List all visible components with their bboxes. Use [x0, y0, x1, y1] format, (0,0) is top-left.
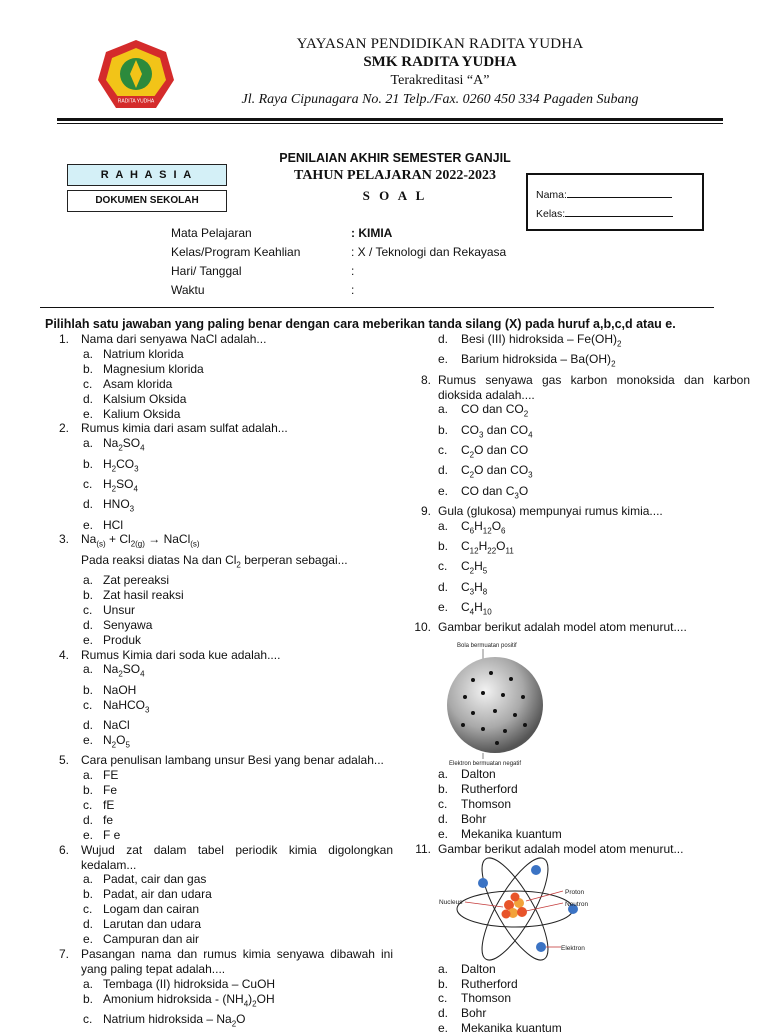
option-11a[interactable]: a. Dalton [438, 961, 496, 976]
option-7c[interactable]: c. Natrium hidroksida – $Na_2O$ [83, 1011, 246, 1029]
option-9e[interactable]: e. $C_4H_{10}$ [438, 599, 492, 617]
questions-right-column [413, 332, 750, 1036]
option-6d[interactable]: d. Larutan dan udara [83, 917, 202, 932]
option-6b[interactable]: b. Padat, air dan udara [83, 887, 212, 902]
option-7d[interactable]: d. Besi (III) hidroksida – $Fe(OH)_2$ [438, 332, 622, 349]
info-value-date: : [351, 264, 355, 278]
option-8e[interactable]: e. CO dan $C_3O$ [438, 483, 529, 500]
option-7b[interactable]: b. Amonium hidroksida - $(NH_4)_2OH$ [83, 991, 275, 1009]
question-6: 6. Wujud zat dalam tabel periodik kimia digolongkan kedalam... [58, 842, 393, 872]
option-3b[interactable]: b. Zat hasil reaksi [83, 587, 184, 602]
option-4e[interactable]: e. $N_2O_5$ [83, 732, 130, 750]
fig10-top-label: Bola bermuatan positif [457, 643, 517, 650]
option-2d[interactable]: d. $HNO_3$ [83, 497, 135, 514]
option-6c[interactable]: c. Logam dan cairan [83, 902, 200, 917]
option-3e[interactable]: e. Produk [83, 632, 142, 647]
question-10: 10. Gambar berikut adalah model atom menurut.... [414, 620, 687, 635]
school-document-label: DOKUMEN SEKOLAH [67, 190, 227, 212]
option-2a[interactable]: a. $Na_2SO_4$ [83, 436, 145, 453]
accreditation-line: Terakreditasi “A” [390, 73, 490, 88]
option-1c[interactable]: c. Asam klorida [83, 376, 173, 391]
option-11b[interactable]: b. Rutherford [438, 976, 518, 991]
option-11e[interactable]: e. Mekanika kuantum [438, 1021, 562, 1036]
option-2e[interactable]: e. HCl [83, 517, 123, 532]
rutherford-atom-image [413, 857, 750, 962]
question-5: 5. Cara penulisan lambang unsur Besi yang benar adalah... [58, 753, 384, 768]
option-10d[interactable]: d. Bohr [438, 811, 487, 826]
class-label: Kelas: [536, 208, 566, 220]
option-11c[interactable]: c. Thomson [438, 991, 512, 1006]
svg-text:RADITA YUDHA: RADITA YUDHA [117, 98, 155, 105]
question-7: 7. Pasangan nama dan rumus kimia senyawa dibawah ini yang paling tepat adalah.... [58, 946, 393, 976]
option-1e[interactable]: e. Kalium Oksida [83, 406, 181, 421]
option-5c[interactable]: c. fE [83, 797, 115, 812]
question-4: 4. Rumus Kimia dari soda kue adalah.... [58, 647, 281, 662]
info-divider [40, 307, 714, 308]
question-8: 8. Rumus senyawa gas karbon monoksida dan karbon dioksida adalah.... [420, 372, 750, 402]
header-divider-thin [57, 123, 723, 124]
option-1d[interactable]: d. Kalsium Oksida [83, 391, 187, 406]
class-row [536, 207, 673, 220]
option-9a[interactable]: a. $C_6H_{12}O_6$ [438, 518, 506, 536]
class-line[interactable] [565, 207, 673, 217]
name-line[interactable] [567, 188, 672, 198]
student-identity-box [526, 173, 704, 231]
fig11-electron-label: Elektron [561, 944, 585, 952]
option-4c[interactable]: c. NaHCO$_3$ [83, 697, 150, 715]
name-label: Nama: [536, 189, 567, 201]
option-6a[interactable]: a. Padat, cair dan gas [83, 872, 207, 887]
question-11: 11. Gambar berikut adalah model atom menurut... [415, 841, 684, 856]
school-name: SMK RADITA YUDHA [363, 54, 517, 70]
option-4a[interactable]: a. $Na_2SO_4$ [83, 662, 145, 679]
organization-name: YAYASAN PENDIDIKAN RADITA YUDHA [296, 36, 584, 52]
option-8a[interactable]: a. CO dan $CO_2$ [438, 402, 529, 419]
option-5d[interactable]: d. fe [83, 812, 114, 827]
rutherford-atom-figure [413, 857, 750, 962]
option-11d[interactable]: d. Bohr [438, 1006, 487, 1021]
school-logo [96, 38, 176, 114]
exam-soal: S O A L [362, 188, 428, 203]
school-address: Jl. Raya Cipunagara No. 21 Telp./Fax. 0260 450 334 Pagaden Subang [241, 92, 639, 107]
confidential-label: R A H A S I A [67, 164, 227, 186]
option-9d[interactable]: d. $C_3H_8$ [438, 579, 488, 597]
fig11-proton-label: Proton [565, 888, 585, 896]
header-divider [57, 118, 723, 121]
info-value-time: : [351, 283, 355, 297]
fig10-bottom-label: Elektron bermuatan negatif [449, 761, 522, 768]
option-9b[interactable]: b. $C_{12}H_{22}O_{11}$ [438, 539, 514, 556]
question-2: 2. Rumus kimia dari asam sulfat adalah... [58, 421, 288, 436]
option-5b[interactable]: b. Fe [83, 782, 118, 797]
question-3: 3. $Na_{(s)} + Cl_{2(g)}$ → NaCl$_{(s)}$ Pada reaksi diatas Na dan $Cl_2$ berperan sebagai... [58, 532, 348, 570]
exam-title: PENILAIAN AKHIR SEMESTER GANJIL [279, 151, 511, 165]
info-value-class: : X / Teknologi dan Rekayasa [351, 245, 507, 259]
question-1: 1. Nama dari senyawa NaCl adalah... [58, 332, 267, 346]
option-8b[interactable]: b. $CO_3$ dan $CO_4$ [438, 422, 533, 440]
info-label-date: Hari/ Tanggal [171, 264, 242, 278]
option-7a[interactable]: a. Tembaga (II) hidroksida – CuOH [83, 976, 276, 991]
option-3a[interactable]: a. Zat pereaksi [83, 573, 170, 588]
option-5a[interactable]: a. FE [83, 768, 119, 783]
thomson-atom-image [413, 635, 750, 767]
option-2c[interactable]: c. $H_2SO_4$ [83, 476, 138, 494]
info-value-subject: : KIMIA [351, 226, 393, 240]
option-10a[interactable]: a. Dalton [438, 767, 496, 782]
option-10b[interactable]: b. Rutherford [438, 782, 518, 797]
option-4d[interactable]: d. NaCl [83, 717, 130, 732]
option-2b[interactable]: b. $H_2CO_3$ [83, 456, 139, 474]
question-9: 9. Gula (glukosa) mempunyai rumus kimia.... [420, 503, 663, 518]
info-label-time: Waktu [171, 283, 205, 297]
info-label-class: Kelas/Program Keahlian [171, 245, 301, 259]
option-6e[interactable]: e. Campuran dan air [83, 932, 200, 947]
option-8c[interactable]: c. $C_2O$ dan CO [438, 443, 529, 460]
thomson-atom-figure [413, 635, 750, 767]
option-5e[interactable]: e. F e [83, 827, 121, 842]
exam-year: TAHUN PELAJARAN 2022-2023 [294, 168, 496, 183]
name-row [536, 188, 672, 201]
option-10c[interactable]: c. Thomson [438, 797, 512, 811]
instruction-text: Pilihlah satu jawaban yang paling benar dengan cara meberikan tanda silang (X) pada huruf a,b,c,d atau e. [45, 317, 676, 331]
option-9c[interactable]: c. $C_2H_5$ [438, 559, 488, 576]
fig11-neutron-label: Neutron [565, 900, 589, 908]
option-1b[interactable]: b. Magnesium klorida [83, 361, 204, 376]
option-7e[interactable]: e. Barium hidroksida – $Ba(OH)_2$ [438, 352, 616, 369]
questions-left-column [45, 332, 393, 1032]
option-1a[interactable]: a. Natrium klorida [83, 346, 184, 361]
option-3d[interactable]: d. Senyawa [83, 617, 153, 632]
option-8d[interactable]: d. $C_2O$ dan $CO_3$ [438, 463, 533, 480]
option-10e[interactable]: e. Mekanika kuantum [438, 826, 562, 841]
fig11-nucleus-label: Nucleus [439, 898, 463, 906]
option-3c[interactable]: c. Unsur [83, 602, 136, 617]
info-label-subject: Mata Pelajaran [171, 226, 252, 240]
option-4b[interactable]: b. NaOH [83, 682, 137, 697]
